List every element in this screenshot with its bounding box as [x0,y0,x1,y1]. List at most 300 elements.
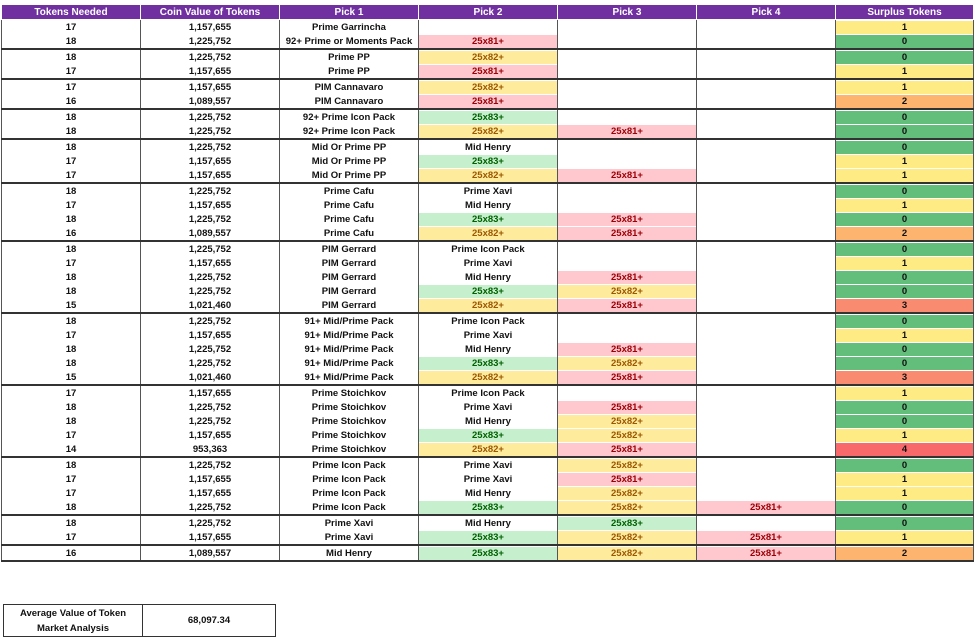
pick-2-cell [419,500,558,515]
pick-2-value: 25x82+ [419,81,557,94]
header-pick-3: Pick 3 [558,5,697,20]
surplus-tokens-value: 1 [836,387,973,400]
pick-3-value: 25x81+ [558,473,696,486]
surplus-tokens-value: 0 [836,185,973,198]
pick-4-value [697,415,835,428]
pick-3-cell [558,49,697,64]
table-row [2,298,974,313]
tokens-needed-cell: 18 [2,500,141,515]
surplus-tokens-cell [836,270,974,284]
surplus-tokens-cell [836,284,974,298]
pick-2-cell [419,313,558,328]
coin-value-cell: 1,225,752 [141,414,280,428]
tokens-needed-cell: 18 [2,356,141,370]
table-row [2,400,974,414]
pick-2-cell [419,94,558,109]
pick-4-cell [697,212,836,226]
tokens-needed-cell: 18 [2,139,141,154]
pick-4-cell [697,79,836,94]
coin-value-cell: 1,225,752 [141,241,280,256]
surplus-tokens-cell [836,442,974,457]
pick-1-cell: Prime Stoichkov [280,400,419,414]
coin-value-cell: 1,089,557 [141,226,280,241]
coin-value-cell: 1,157,655 [141,154,280,168]
pick-3-value [558,155,696,168]
surplus-tokens-value: 1 [836,429,973,442]
pick-4-cell [697,457,836,472]
pick-3-cell [558,515,697,530]
pick-3-cell [558,385,697,400]
pick-3-value [558,65,696,78]
pick-3-cell [558,64,697,79]
surplus-tokens-value: 0 [836,111,973,124]
table-row [2,356,974,370]
pick-3-cell [558,500,697,515]
coin-value-cell: 1,225,752 [141,34,280,49]
pick-3-cell [558,313,697,328]
pick-4-value [697,213,835,226]
surplus-tokens-cell [836,94,974,109]
pick-2-value: Mid Henry [465,517,511,529]
table-row [2,457,974,472]
table-row [2,79,974,94]
surplus-tokens-cell [836,328,974,342]
pick-1-cell: Prime Icon Pack [280,486,419,500]
pick-2-cell [419,442,558,457]
pick-4-cell [697,34,836,49]
table-row [2,94,974,109]
pick-3-value [558,81,696,94]
table-row [2,342,974,356]
surplus-tokens-cell [836,356,974,370]
table-row [2,34,974,49]
pick-2-value: 25x82+ [419,51,557,64]
pick-4-cell [697,400,836,414]
table-row [2,183,974,198]
pick-4-value [697,401,835,414]
pick-1-cell: 91+ Mid/Prime Pack [280,356,419,370]
pick-3-cell [558,284,697,298]
tokens-needed-cell: 18 [2,49,141,64]
pick-3-value: 25x82+ [558,357,696,370]
table-row [2,500,974,515]
pick-2-cell [419,428,558,442]
pick-3-value [558,51,696,64]
pick-4-value [697,387,835,400]
pick-4-cell [697,109,836,124]
coin-value-cell: 1,157,655 [141,328,280,342]
pick-3-cell [558,226,697,241]
table-row [2,284,974,298]
pick-3-value: 25x83+ [558,517,696,530]
surplus-tokens-cell [836,486,974,500]
pick-4-cell [697,313,836,328]
pick-2-value: Prime Xavi [463,473,513,485]
surplus-tokens-cell [836,256,974,270]
pick-3-value: 25x81+ [558,343,696,356]
table-row [2,414,974,428]
surplus-tokens-value: 0 [836,315,973,328]
pick-3-cell [558,183,697,198]
pick-2-cell [419,457,558,472]
surplus-tokens-value: 1 [836,199,973,212]
surplus-tokens-value: 0 [836,271,973,284]
pick-3-value: 25x81+ [558,125,696,138]
tokens-needed-cell: 18 [2,400,141,414]
surplus-tokens-value: 0 [836,141,973,154]
tokens-needed-cell: 18 [2,313,141,328]
table-row [2,139,974,154]
pick-4-value [697,199,835,212]
pick-4-cell [697,370,836,385]
coin-value-cell: 1,225,752 [141,124,280,139]
tokens-needed-cell: 18 [2,414,141,428]
pick-1-cell: Prime Garrincha [280,20,419,35]
pick-4-cell [697,472,836,486]
pick-3-cell [558,256,697,270]
tokens-needed-cell: 18 [2,124,141,139]
surplus-tokens-value: 1 [836,329,973,342]
pick-4-cell [697,124,836,139]
pick-3-cell [558,109,697,124]
surplus-tokens-cell [836,313,974,328]
pick-4-value [697,329,835,342]
surplus-tokens-value: 1 [836,155,973,168]
pick-1-cell: PIM Gerrard [280,270,419,284]
pick-3-cell [558,472,697,486]
token-analysis-table [1,4,974,562]
pick-3-cell [558,457,697,472]
coin-value-cell: 1,225,752 [141,500,280,515]
pick-2-value: Prime Icon Pack [451,387,525,399]
coin-value-cell: 1,157,655 [141,530,280,545]
pick-1-cell: Mid Henry [280,545,419,561]
surplus-tokens-cell [836,124,974,139]
table-row [2,313,974,328]
pick-3-value [558,95,696,108]
pick-2-value: 25x82+ [419,443,557,456]
pick-2-cell [419,198,558,212]
pick-2-cell [419,545,558,561]
pick-3-value: 25x81+ [558,271,696,284]
tokens-needed-cell: 17 [2,328,141,342]
coin-value-cell: 953,363 [141,442,280,457]
pick-3-value [558,257,696,270]
pick-4-cell [697,94,836,109]
pick-1-cell: Prime Icon Pack [280,500,419,515]
pick-1-cell: Prime Stoichkov [280,414,419,428]
surplus-tokens-value: 0 [836,501,973,514]
pick-3-cell [558,198,697,212]
tokens-needed-cell: 18 [2,284,141,298]
pick-2-value: 25x81+ [419,95,557,108]
surplus-tokens-value: 0 [836,459,973,472]
pick-2-cell [419,256,558,270]
table-row [2,270,974,284]
table-row [2,530,974,545]
pick-4-cell [697,428,836,442]
pick-4-value [697,443,835,456]
pick-3-value [558,111,696,124]
surplus-tokens-cell [836,241,974,256]
surplus-tokens-value: 0 [836,415,973,428]
pick-4-value [697,155,835,168]
pick-4-value [697,51,835,64]
surplus-tokens-value: 1 [836,65,973,78]
surplus-tokens-cell [836,370,974,385]
surplus-tokens-value: 1 [836,21,973,34]
pick-4-cell [697,241,836,256]
pick-2-cell [419,226,558,241]
pick-1-cell: Mid Or Prime PP [280,168,419,183]
summary-row [4,605,276,637]
pick-4-cell [697,284,836,298]
pick-4-value [697,271,835,284]
tokens-needed-cell: 17 [2,256,141,270]
pick-3-value: 25x81+ [558,443,696,456]
coin-value-cell: 1,157,655 [141,256,280,270]
pick-2-cell [419,270,558,284]
tokens-needed-cell: 18 [2,183,141,198]
tokens-needed-cell: 17 [2,472,141,486]
pick-4-value [697,285,835,298]
pick-3-value [558,35,696,48]
pick-1-cell: PIM Gerrard [280,256,419,270]
pick-1-cell: Prime Icon Pack [280,457,419,472]
pick-2-cell [419,328,558,342]
surplus-tokens-cell [836,168,974,183]
tokens-needed-cell: 17 [2,168,141,183]
pick-4-cell [697,226,836,241]
header-pick-1: Pick 1 [280,5,419,20]
pick-1-cell: 92+ Prime or Moments Pack [280,34,419,49]
pick-2-value: Mid Henry [465,343,511,355]
pick-1-cell: Prime PP [280,49,419,64]
surplus-tokens-cell [836,515,974,530]
pick-3-value: 25x81+ [558,299,696,312]
pick-3-cell [558,154,697,168]
pick-4-cell [697,442,836,457]
pick-2-cell [419,241,558,256]
surplus-tokens-cell [836,212,974,226]
pick-3-value [558,185,696,198]
pick-3-cell [558,342,697,356]
pick-2-value: 25x83+ [419,547,557,560]
tokens-needed-cell: 17 [2,79,141,94]
pick-3-value [558,141,696,154]
coin-value-cell: 1,225,752 [141,356,280,370]
pick-2-value: Mid Henry [465,415,511,427]
tokens-needed-cell: 17 [2,428,141,442]
surplus-tokens-value: 1 [836,81,973,94]
pick-4-cell [697,342,836,356]
pick-4-cell [697,20,836,35]
pick-2-cell [419,356,558,370]
pick-4-cell [697,168,836,183]
surplus-tokens-value: 1 [836,473,973,486]
pick-4-value [697,111,835,124]
surplus-tokens-value: 3 [836,371,973,384]
surplus-tokens-cell [836,400,974,414]
pick-3-cell [558,270,697,284]
pick-4-cell [697,183,836,198]
surplus-tokens-cell [836,64,974,79]
pick-3-cell [558,328,697,342]
header-pick-4: Pick 4 [697,5,836,20]
pick-2-cell [419,400,558,414]
pick-2-value: 25x83+ [419,111,557,124]
coin-value-cell: 1,225,752 [141,270,280,284]
pick-2-value: 25x83+ [419,213,557,226]
coin-value-cell: 1,157,655 [141,428,280,442]
table-row [2,241,974,256]
pick-4-value [697,95,835,108]
surplus-tokens-cell [836,183,974,198]
tokens-needed-cell: 17 [2,486,141,500]
tokens-needed-cell: 17 [2,385,141,400]
pick-2-cell [419,64,558,79]
pick-3-cell [558,442,697,457]
pick-2-value: Mid Henry [465,487,511,499]
pick-1-cell: 92+ Prime Icon Pack [280,124,419,139]
pick-1-cell: PIM Gerrard [280,298,419,313]
pick-3-cell [558,298,697,313]
pick-2-value: 25x81+ [419,65,557,78]
table-row [2,256,974,270]
pick-4-value [697,343,835,356]
header-surplus-tokens: Surplus Tokens [836,5,974,20]
tokens-needed-cell: 15 [2,370,141,385]
surplus-tokens-cell [836,342,974,356]
surplus-tokens-value: 0 [836,35,973,48]
tokens-needed-cell: 18 [2,342,141,356]
surplus-tokens-value: 2 [836,95,973,108]
coin-value-cell: 1,089,557 [141,545,280,561]
pick-2-cell [419,370,558,385]
pick-2-cell [419,154,558,168]
coin-value-cell: 1,157,655 [141,168,280,183]
surplus-tokens-value: 1 [836,169,973,182]
pick-3-cell [558,356,697,370]
table-row [2,124,974,139]
coin-value-cell: 1,225,752 [141,400,280,414]
surplus-tokens-value: 2 [836,227,973,240]
surplus-tokens-value: 1 [836,531,973,544]
surplus-tokens-cell [836,49,974,64]
surplus-tokens-cell [836,34,974,49]
pick-4-value [697,227,835,240]
coin-value-cell: 1,225,752 [141,313,280,328]
pick-4-value [697,517,835,530]
pick-3-value: 25x82+ [558,531,696,544]
pick-1-cell: 91+ Mid/Prime Pack [280,370,419,385]
surplus-tokens-value: 0 [836,243,973,256]
pick-3-value [558,199,696,212]
table-row [2,154,974,168]
pick-2-value: 25x83+ [419,285,557,298]
surplus-tokens-cell [836,139,974,154]
table-row [2,428,974,442]
table-row [2,20,974,35]
summary-value: 68,097.34 [143,605,276,637]
table-row [2,385,974,400]
tokens-needed-cell: 18 [2,457,141,472]
pick-1-cell: 92+ Prime Icon Pack [280,109,419,124]
surplus-tokens-value: 0 [836,285,973,298]
summary-label [4,605,143,637]
pick-3-value: 25x81+ [558,169,696,182]
pick-2-value: 25x83+ [419,429,557,442]
surplus-tokens-value: 3 [836,299,973,312]
surplus-tokens-value: 0 [836,213,973,226]
pick-4-cell [697,500,836,515]
table-row [2,212,974,226]
pick-2-cell [419,139,558,154]
pick-2-cell [419,298,558,313]
pick-2-cell [419,124,558,139]
surplus-tokens-cell [836,545,974,561]
pick-2-value: 25x83+ [419,357,557,370]
pick-1-cell: Prime Cafu [280,183,419,198]
pick-3-value: 25x82+ [558,501,696,514]
pick-3-cell [558,79,697,94]
surplus-tokens-cell [836,500,974,515]
table-row [2,442,974,457]
surplus-tokens-cell [836,298,974,313]
pick-2-value: Prime Icon Pack [451,315,525,327]
summary-label-line1: Average Value of Token [19,607,127,619]
pick-3-cell [558,139,697,154]
pick-1-cell: Prime Xavi [280,515,419,530]
pick-4-value [697,257,835,270]
coin-value-cell: 1,225,752 [141,49,280,64]
table-row [2,515,974,530]
pick-1-cell: PIM Gerrard [280,241,419,256]
coin-value-cell: 1,157,655 [141,385,280,400]
pick-4-value [697,473,835,486]
pick-2-cell [419,342,558,356]
coin-value-cell: 1,021,460 [141,298,280,313]
pick-4-cell [697,486,836,500]
surplus-tokens-value: 4 [836,443,973,456]
pick-2-cell [419,109,558,124]
pick-2-cell [419,515,558,530]
pick-4-cell [697,64,836,79]
pick-1-cell: 91+ Mid/Prime Pack [280,328,419,342]
pick-1-cell: Prime Cafu [280,212,419,226]
pick-1-cell: Mid Or Prime PP [280,139,419,154]
coin-value-cell: 1,225,752 [141,139,280,154]
summary-table [3,604,276,637]
pick-3-cell [558,530,697,545]
surplus-tokens-value: 0 [836,343,973,356]
header-row [2,5,974,20]
coin-value-cell: 1,021,460 [141,370,280,385]
table-row [2,486,974,500]
pick-2-value: 25x81+ [419,35,557,48]
surplus-tokens-cell [836,198,974,212]
pick-2-value: 25x83+ [419,531,557,544]
pick-1-cell: Prime Stoichkov [280,385,419,400]
surplus-tokens-cell [836,226,974,241]
pick-4-cell [697,385,836,400]
pick-4-value [697,487,835,500]
table-row [2,198,974,212]
pick-2-value: 25x82+ [419,299,557,312]
pick-3-value: 25x82+ [558,459,696,472]
pick-4-cell [697,356,836,370]
pick-4-value [697,299,835,312]
